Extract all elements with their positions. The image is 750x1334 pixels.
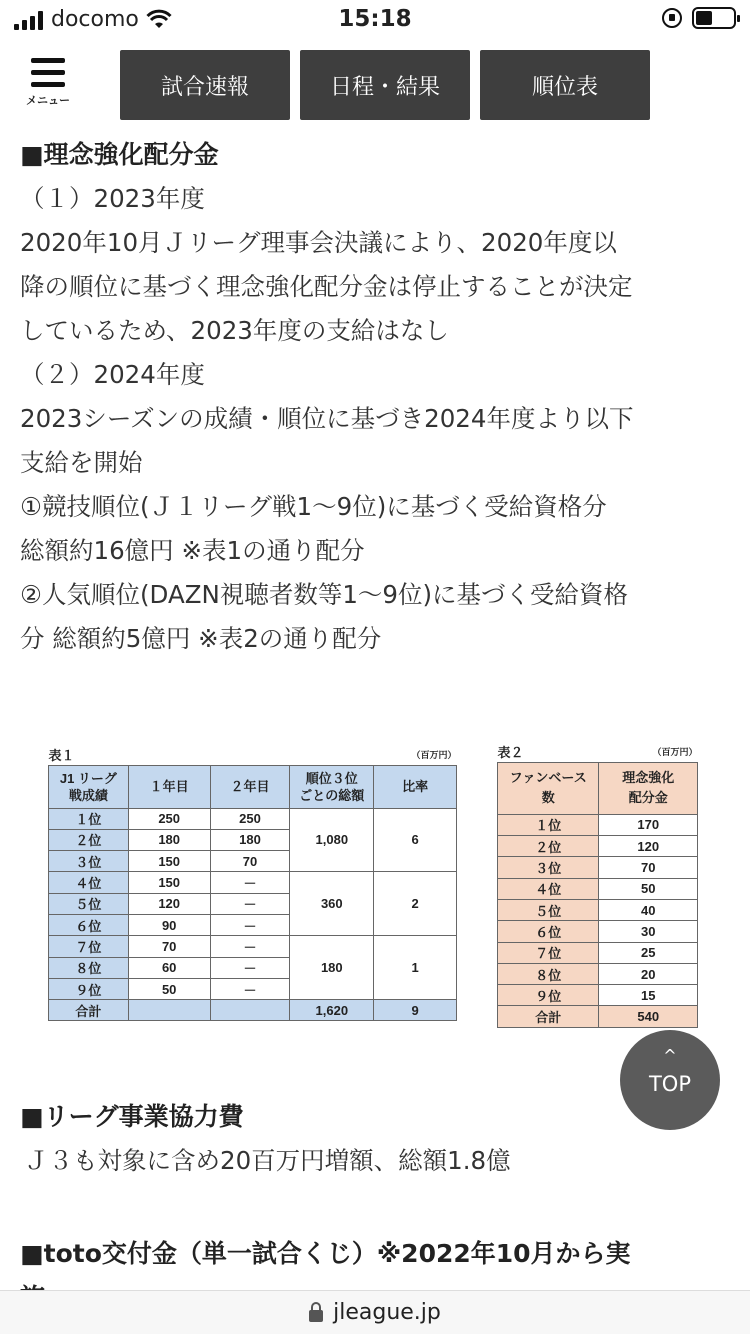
section-heading: ■toto交付金（単一試合くじ）※2022年10月から実 [20,1239,631,1268]
nav-schedule-results-button[interactable]: 日程・結果 [300,50,470,120]
article-line: 支給を開始 [20,448,143,477]
col-header-fanbase: ファンベース 数 [498,762,599,814]
col-header-amount: 理念強化 配分金 [599,762,698,814]
article-line: （１）2023年度 [20,184,205,213]
article-line: しているため、2023年度の支給はなし [20,316,449,345]
group-total: 360 [290,872,374,936]
table-header-row [498,762,698,814]
group-ratio: 2 [374,872,457,936]
col-header-year1: １年目 [128,765,210,808]
table-row: ８位 20 [498,963,698,984]
table-1-competition-ranking [48,745,457,1021]
group-total: 180 [290,936,374,1000]
article-line: Ｊ３も対象に含め20百万円増額、総額1.8億 [24,1146,511,1175]
table-title: 表１ [48,748,75,764]
col-header-year2: ２年目 [210,765,290,808]
table-row: ６位 90 － [49,914,457,935]
table-unit: （百万円） [411,750,457,761]
table-row: ４位 150 － 360 2 [49,872,457,893]
table-row: ４位 50 [498,878,698,899]
group-ratio: 1 [374,936,457,1000]
url-domain: jleague.jp [333,1300,441,1325]
site-header [0,50,750,122]
status-right [662,7,736,29]
table-row: ６位 30 [498,921,698,942]
table-total-row: 合計 1,620 9 [49,1000,457,1021]
table-row: ３位 70 [498,857,698,878]
table-header-row [49,765,457,808]
table-title: 表２ [497,744,524,760]
table-row: ５位 120 － [49,893,457,914]
clock: 15:18 [338,6,412,32]
table-row: ７位 25 [498,942,698,963]
hamburger-icon [20,58,76,87]
table-row: ３位 150 70 [49,851,457,872]
col-header-ratio: 比率 [374,765,457,808]
table-row: ８位 60 － [49,957,457,978]
table-row: １位 250 250 1,080 6 [49,808,457,829]
table-row: ２位 180 180 [49,829,457,850]
lock-icon [309,1310,323,1322]
table-2-popularity-ranking [497,741,698,1028]
article-line: 総額約16億円 ※表1の通り配分 [20,536,365,565]
table-row: ５位 40 [498,899,698,920]
status-bar [0,0,750,40]
carrier-name: docomo [51,7,139,32]
article-line: （２）2024年度 [20,360,205,389]
menu-button[interactable] [20,58,76,108]
article-line: 2020年10月Ｊリーグ理事会決議により、2020年度以 [20,228,617,257]
table-row: ２位 120 [498,836,698,857]
table-row: ９位 50 － [49,978,457,999]
article-body [20,133,736,661]
table-row: ９位 15 [498,985,698,1006]
table-row: ７位 70 － 180 1 [49,936,457,957]
article-line: 分 総額約5億円 ※表2の通り配分 [20,624,382,653]
chevron-up-icon: ^ [663,1046,677,1065]
nav-standings-button[interactable]: 順位表 [480,50,650,120]
table-row: １位 170 [498,814,698,835]
scroll-to-top-label: TOP [648,1072,692,1096]
battery-icon [692,7,736,29]
league-business-section [20,1095,736,1183]
table-unit: （百万円） [652,746,698,757]
col-header-group-total: 順位３位 ごとの総額 [290,765,374,808]
group-total: 1,080 [290,808,374,872]
nav-live-scores-button[interactable]: 試合速報 [120,50,290,120]
browser-url-bar[interactable] [0,1290,750,1334]
menu-label: メニュー [26,94,70,107]
article-line: ②人気順位(DAZN視聴者数等1～9位)に基づく受給資格 [20,580,629,609]
group-ratio: 6 [374,808,457,872]
article-line: 降の順位に基づく理念強化配分金は停止することが決定 [20,272,633,301]
article-line: ①競技順位(Ｊ１リーグ戦1～9位)に基づく受給資格分 [20,492,607,521]
section-heading: ■リーグ事業協力費 [20,1102,244,1131]
table-total-row: 合計 540 [498,1006,698,1027]
article-line: 2023シーズンの成績・順位に基づき2024年度より以下 [20,404,634,433]
toto-section [20,1232,736,1288]
rotation-lock-icon [662,8,682,28]
section-heading: ■理念強化配分金 [20,140,219,169]
col-header-rank: J1 リーグ 戦成績 [49,765,129,808]
